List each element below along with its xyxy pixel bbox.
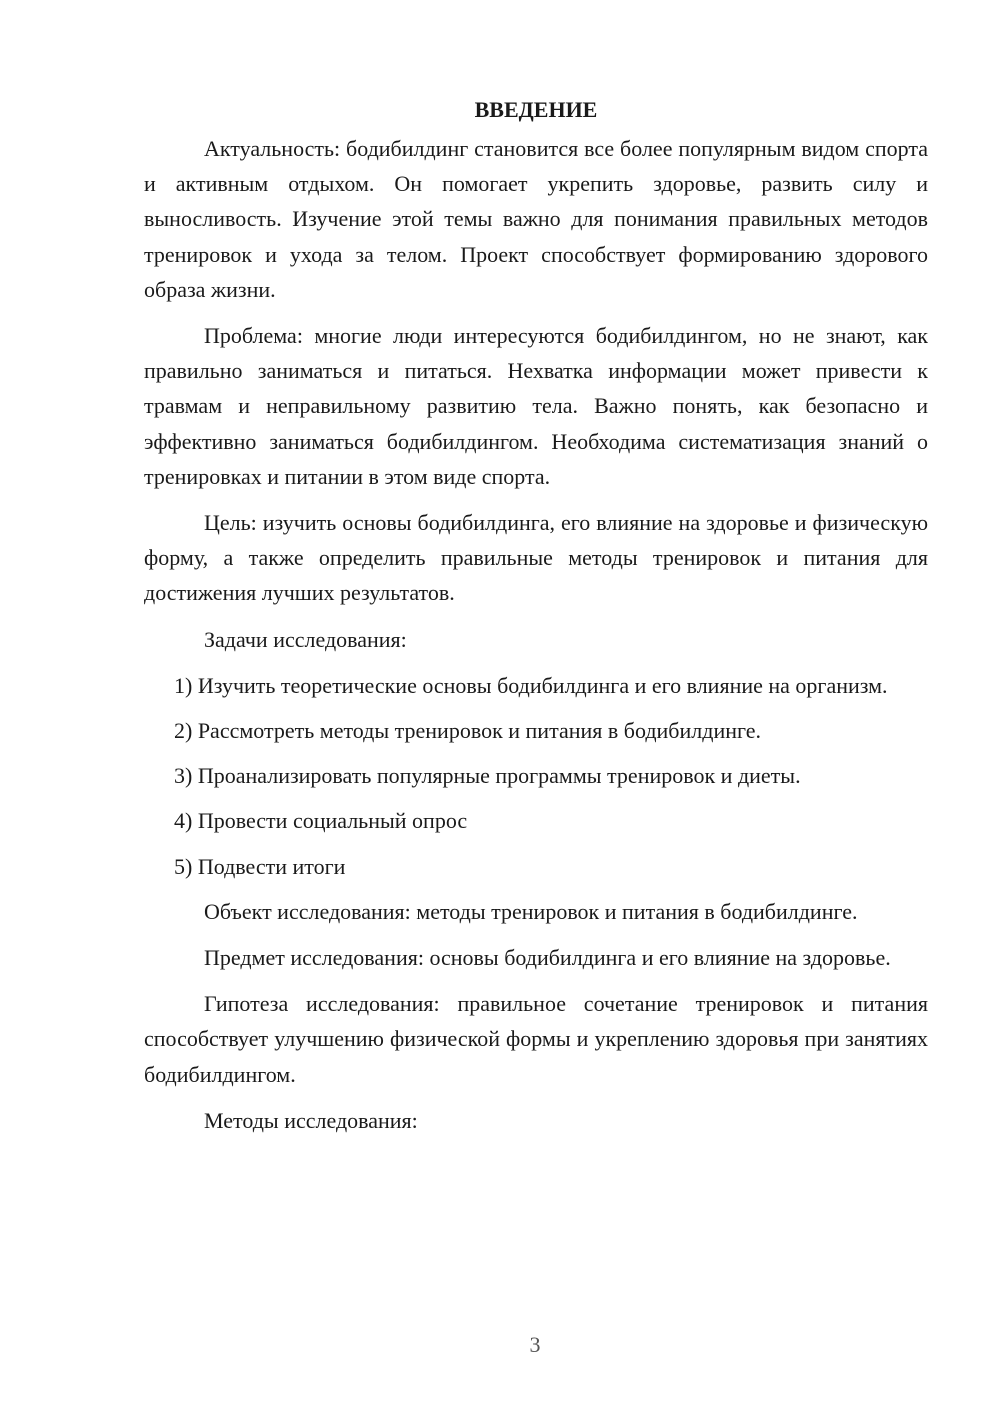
task-item-1: 1) Изучить теоретические основы бодибилдинга и его влияние на организм. [174,672,888,698]
task-item-4: 4) Провести социальный опрос [174,808,468,834]
document-page [144,92,928,1149]
paragraph-methods: Методы исследования: [204,1107,418,1133]
task-item-5: 5) Подвести итоги [174,853,346,879]
paragraph-object: Объект исследования: методы тренировок и питания в бодибилдинге. [204,898,858,924]
task-item-2: 2) Рассмотреть методы тренировок и питания в бодибилдинге. [174,718,761,744]
page-number: 3 [529,1332,541,1357]
paragraph-subject: Предмет исследования: основы бодибилдинга и его влияние на здоровье. [204,945,891,971]
paragraph-goal: Цель: изучить основы бодибилдинга, его влияние на здоровье и физическую форму, а также определить правильные методы тренировок и питания для достижения лучших результатов. [144,510,928,606]
task-item-3: 3) Проанализировать популярные программы тренировок и диеты. [174,763,801,789]
section-title: ВВЕДЕНИЕ [474,97,598,122]
paragraph-relevance: Актуальность: бодибилдинг становится все более популярным видом спорта и активным отдыхом. Он помогает укрепить здоровье, развить силу и выносливость. Изучение этой темы важно для понимания правильных методов тренировок и ухода за телом. Проект способствует формированию здорового образа жизни. [144,136,928,302]
paragraph-tasks-heading: Задачи исследования: [204,626,407,652]
paragraph-hypothesis: Гипотеза исследования: правильное сочетание тренировок и питания способствует улучшению физической формы и укреплению здоровья при занятиях бодибилдингом. [144,991,928,1087]
paragraph-problem: Проблема: многие люди интересуются бодибилдингом, но не знают, как правильно заниматься и питаться. Нехватка информации может привести к травмам и неправильному развитию тела. Важно понять, как безопасно и эффективно заниматься бодибилдингом. Необходима систематизация знаний о тренировках и питании в этом виде спорта. [144,323,928,489]
